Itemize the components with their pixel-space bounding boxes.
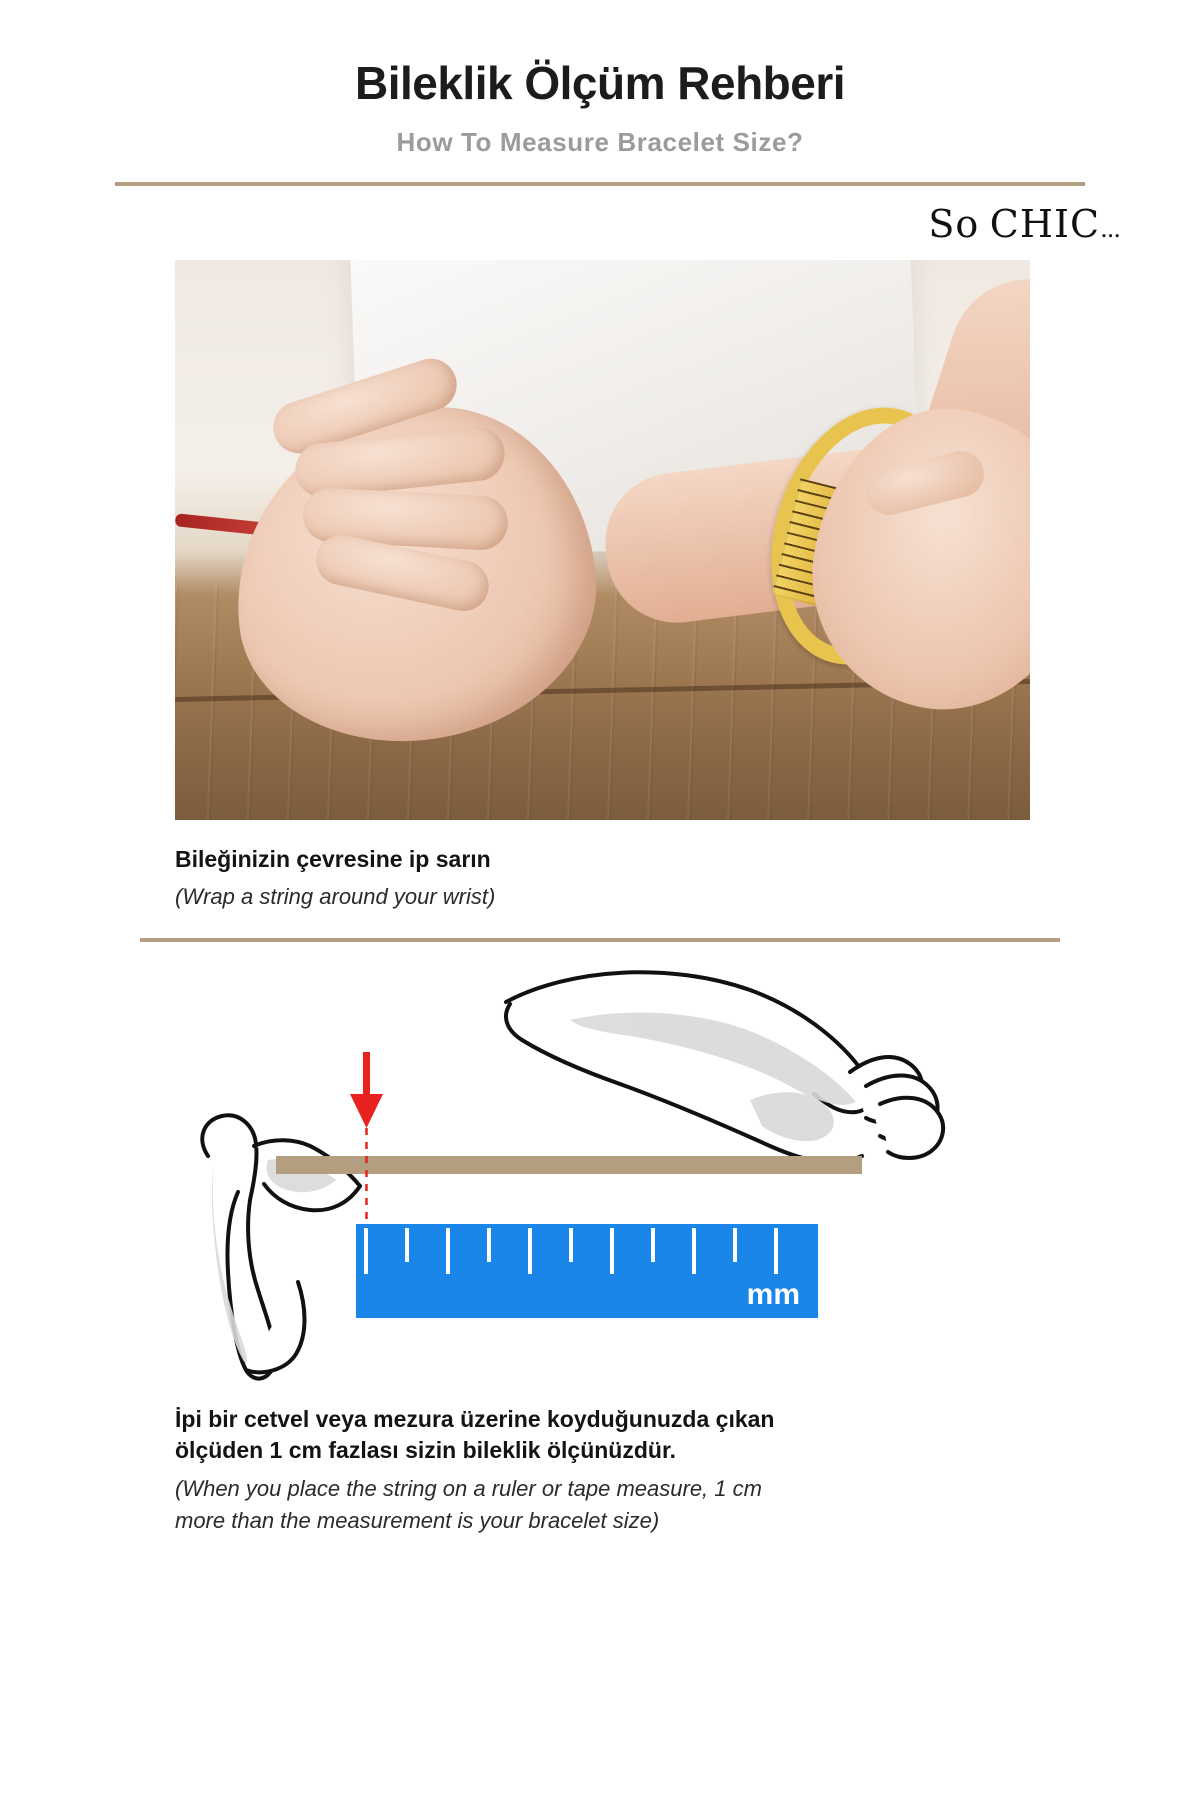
step1-photo: [175, 260, 1030, 820]
step2-caption-en-line1: (When you place the string on a ruler or tape measure, 1 cm: [175, 1475, 762, 1501]
brand-row: [0, 186, 1200, 246]
ruler-unit-label: mm: [746, 1278, 800, 1312]
page-subtitle: How To Measure Bracelet Size?: [396, 126, 804, 157]
ruler: [356, 1224, 818, 1318]
brand-name-sub: CHIC: [989, 201, 1101, 246]
brand-name-main: So: [928, 201, 980, 246]
brand-dots: ...: [1100, 214, 1120, 243]
step1-caption-en: (Wrap a string around your wrist): [175, 883, 496, 909]
page-title: Bileklik Ölçüm Rehberi: [354, 57, 846, 109]
step2-caption-tr-line2: ölçüden 1 cm fazlası sizin bileklik ölçünüzdür.: [175, 1437, 677, 1464]
brand-logo: [928, 202, 1120, 246]
step2-caption: [175, 1404, 1035, 1537]
step1-caption: [175, 844, 1075, 913]
measure-point-arrow: [350, 1052, 383, 1128]
right-hand-line-art: [502, 973, 943, 1163]
divider-middle: [140, 938, 1060, 942]
step1-caption-tr: Bileğinizin çevresine ip sarın: [175, 845, 491, 872]
string-bar: [276, 1156, 862, 1174]
step2-illustration: [150, 960, 1010, 1390]
step2-caption-en-line2: more than the measurement is your bracelet size): [175, 1508, 660, 1534]
step2-caption-tr-line1: İpi bir cetvel veya mezura üzerine koyduğunuzda çıkan: [175, 1406, 775, 1433]
left-hand-line-art: [202, 1116, 360, 1379]
